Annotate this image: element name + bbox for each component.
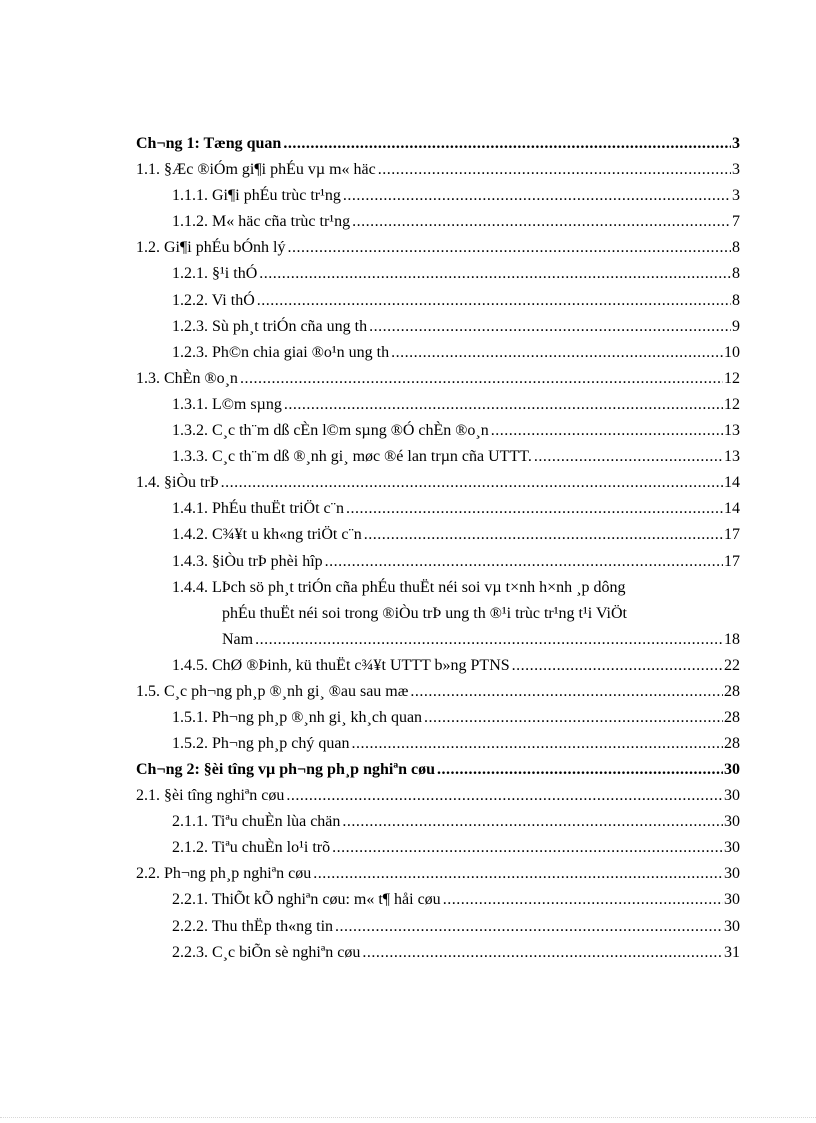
toc-entry-title: phÉu thuËt néi soi trong ®iÒu trÞ ung th ®¹i trùc tr¹ng t¹i ViÖt xyxy=(222,604,627,622)
toc-entry[interactable] xyxy=(172,835,740,861)
toc-entry-title: 1.2.3. Sù ph¸t triÓn cña ung th xyxy=(172,317,368,335)
dot-leader xyxy=(335,914,723,940)
dot-leader xyxy=(342,809,723,835)
dot-leader xyxy=(362,940,723,966)
toc-page-number: 9 xyxy=(732,317,740,335)
toc-entry[interactable] xyxy=(136,157,740,183)
toc-entry[interactable] xyxy=(172,183,740,209)
toc-page-number: 28 xyxy=(724,708,740,726)
toc-entry-title: Nam xyxy=(222,630,254,648)
toc-entry-title: 2.2.2. Thu thËp th«ng tin xyxy=(172,917,334,935)
dot-leader xyxy=(491,418,723,444)
page-bottom-edge xyxy=(0,1117,816,1118)
dot-leader xyxy=(424,705,723,731)
toc-page-number: 18 xyxy=(724,630,740,648)
dot-leader xyxy=(352,209,731,235)
toc-entry-title: 1.2.1. §¹i thÓ xyxy=(172,265,258,283)
toc-entry[interactable] xyxy=(172,575,740,653)
dot-leader xyxy=(391,340,723,366)
toc-entry[interactable] xyxy=(172,418,740,444)
dot-leader xyxy=(221,470,723,496)
toc-entry[interactable] xyxy=(136,235,740,261)
toc-entry[interactable] xyxy=(172,914,740,940)
dot-leader xyxy=(284,392,723,418)
dot-leader xyxy=(437,757,723,783)
dot-leader xyxy=(410,679,723,705)
toc-page-number: 30 xyxy=(724,760,740,778)
toc-entry[interactable] xyxy=(172,392,740,418)
toc-page-number: 30 xyxy=(724,917,740,935)
toc-page-number: 12 xyxy=(724,369,740,387)
toc-page-number: 17 xyxy=(724,552,740,570)
dot-leader xyxy=(313,861,723,887)
toc-entry[interactable] xyxy=(172,887,740,913)
toc-entry-title: 1.4.5. ChØ ®Þinh, kü thuËt c¾¥t UTTT b»ng PTNS xyxy=(172,656,510,674)
dot-leader xyxy=(257,288,731,314)
toc-entry[interactable] xyxy=(172,444,740,470)
toc-entry-title: 1.2.3. Ph©n chia giai ®o¹n ung th xyxy=(172,343,390,361)
toc-page-number: 3 xyxy=(732,135,740,152)
dot-leader xyxy=(240,366,723,392)
toc-entry-title: 1.1.1. Gi¶i phÉu trùc tr¹ng xyxy=(172,187,341,205)
toc-page-number: 28 xyxy=(724,682,740,700)
dot-leader xyxy=(443,887,723,913)
toc-entry[interactable] xyxy=(136,470,740,496)
dot-leader xyxy=(283,131,731,157)
toc-page-number: 10 xyxy=(724,343,740,361)
toc-page-number: 30 xyxy=(724,813,740,831)
toc-page-number: 14 xyxy=(724,500,740,518)
toc-page-number: 28 xyxy=(724,734,740,752)
toc-page-number: 7 xyxy=(732,213,740,231)
toc-entry[interactable] xyxy=(172,340,740,366)
toc-entry-title: 1.4.4. LÞch sö ph¸t triÓn cña phÉu thuËt néi soi vµ t×nh h×nh ¸p dông xyxy=(172,578,626,596)
toc-entry-title: 1.4. §iÒu trÞ xyxy=(136,474,219,492)
toc-page-number: 3 xyxy=(732,187,740,205)
toc-page-number: 30 xyxy=(724,787,740,805)
dot-leader xyxy=(343,183,731,209)
toc-entry-title: 1.4.2. C¾¥t u kh«ng triÖt c¨n xyxy=(172,526,362,544)
toc-entry-title: 1.3. ChÈn ®o¸n xyxy=(136,369,238,387)
toc-page-number: 30 xyxy=(724,839,740,857)
toc-entry-title: 1.4.1. PhÉu thuËt triÖt c¨n xyxy=(172,500,344,518)
toc-entry[interactable] xyxy=(172,209,740,235)
toc-entry-title: 1.2.2. Vi thÓ xyxy=(172,291,255,309)
toc-page-number: 13 xyxy=(724,448,740,466)
toc-page-number: 13 xyxy=(724,422,740,440)
toc-entry-title: 1.5.1. Ph¬ng ph¸p ®¸nh gi¸ kh¸ch quan xyxy=(172,708,423,726)
dot-leader xyxy=(332,835,723,861)
toc-entry-title: Ch¬ng 2: §èi tîng vµ ph¬ng ph¸p nghiªn cøu xyxy=(136,760,436,778)
dot-leader xyxy=(369,314,731,340)
toc-page-number: 8 xyxy=(732,265,740,283)
toc-entry-title: 1.5. C¸c ph¬ng ph¸p ®¸nh gi¸ ®au sau mæ xyxy=(136,682,409,700)
toc-entry-title: 2.2.1. ThiÕt kÕ nghiªn cøu: m« t¶ håi cøu xyxy=(172,891,441,909)
toc-entry[interactable] xyxy=(136,757,740,783)
dot-leader xyxy=(534,444,723,470)
toc-page-number: 8 xyxy=(732,291,740,309)
toc-page-number: 30 xyxy=(724,865,740,883)
dot-leader xyxy=(286,783,723,809)
table-of-contents xyxy=(136,131,740,966)
toc-entry[interactable] xyxy=(172,731,740,757)
toc-page-number: 30 xyxy=(724,891,740,909)
toc-entry[interactable] xyxy=(172,261,740,287)
toc-entry-title: 2.1.2. Tiªu chuÈn lo¹i trõ xyxy=(172,839,331,857)
dot-leader xyxy=(378,157,731,183)
toc-entry[interactable] xyxy=(172,314,740,340)
toc-page-number: 3 xyxy=(732,161,740,179)
toc-entry-title: 1.3.3. C¸c th¨m dß ®¸nh gi¸ møc ®é lan trµn cña UTTT. xyxy=(172,448,532,466)
toc-page-number: 8 xyxy=(732,239,740,257)
dot-leader xyxy=(259,261,731,287)
toc-entry[interactable] xyxy=(136,783,740,809)
toc-entry[interactable] xyxy=(136,861,740,887)
toc-entry-title: 2.2. Ph¬ng ph¸p nghiªn cøu xyxy=(136,865,312,883)
toc-entry-title: 1.4.3. §iÒu trÞ phèi hîp xyxy=(172,552,323,570)
toc-entry[interactable] xyxy=(172,940,740,966)
toc-entry-title: 2.2.3. C¸c biÕn sè nghiªn cøu xyxy=(172,943,361,961)
toc-entry-title: 1.3.2. C¸c th¨m dß cÈn l©m sµng ®Ó chÈn ®o¸n xyxy=(172,422,489,440)
toc-entry[interactable] xyxy=(172,705,740,731)
toc-page-number: 14 xyxy=(724,474,740,492)
toc-entry-title: 1.1.2. M« häc cña trùc tr¹ng xyxy=(172,213,351,231)
toc-entry-title: Ch¬ng 1: Tæng quan xyxy=(136,135,282,152)
toc-page-number: 22 xyxy=(724,656,740,674)
toc-entry-title: 2.1.1. Tiªu chuÈn lùa chän xyxy=(172,813,341,831)
toc-entry-title: 1.2. Gi¶i phÉu bÓnh lý xyxy=(136,239,286,257)
toc-page-number: 31 xyxy=(724,943,740,961)
toc-entry-title: 1.3.1. L©m sµng xyxy=(172,395,282,413)
toc-entry[interactable] xyxy=(136,679,740,705)
toc-entry-title: 1.5.2. Ph¬ng ph¸p chý quan xyxy=(172,734,350,752)
toc-entry[interactable] xyxy=(172,809,740,835)
toc-entry[interactable] xyxy=(172,549,740,575)
dot-leader xyxy=(346,496,723,522)
dot-leader xyxy=(364,522,723,548)
dot-leader xyxy=(287,235,731,261)
toc-entry[interactable] xyxy=(172,653,740,679)
dot-leader xyxy=(351,731,723,757)
toc-entry[interactable] xyxy=(172,288,740,314)
toc-entry[interactable] xyxy=(136,131,740,157)
dot-leader xyxy=(325,549,723,575)
toc-page-number: 17 xyxy=(724,526,740,544)
toc-entry[interactable] xyxy=(172,522,740,548)
dot-leader xyxy=(512,653,723,679)
toc-entry[interactable] xyxy=(172,496,740,522)
toc-entry-title: 2.1. §èi tîng nghiªn cøu xyxy=(136,787,285,805)
toc-page-number: 12 xyxy=(724,395,740,413)
toc-entry-title: 1.1. §Æc ®iÓm gi¶i phÉu vµ m« häc xyxy=(136,161,376,179)
toc-entry[interactable] xyxy=(136,366,740,392)
dot-leader xyxy=(255,627,723,653)
